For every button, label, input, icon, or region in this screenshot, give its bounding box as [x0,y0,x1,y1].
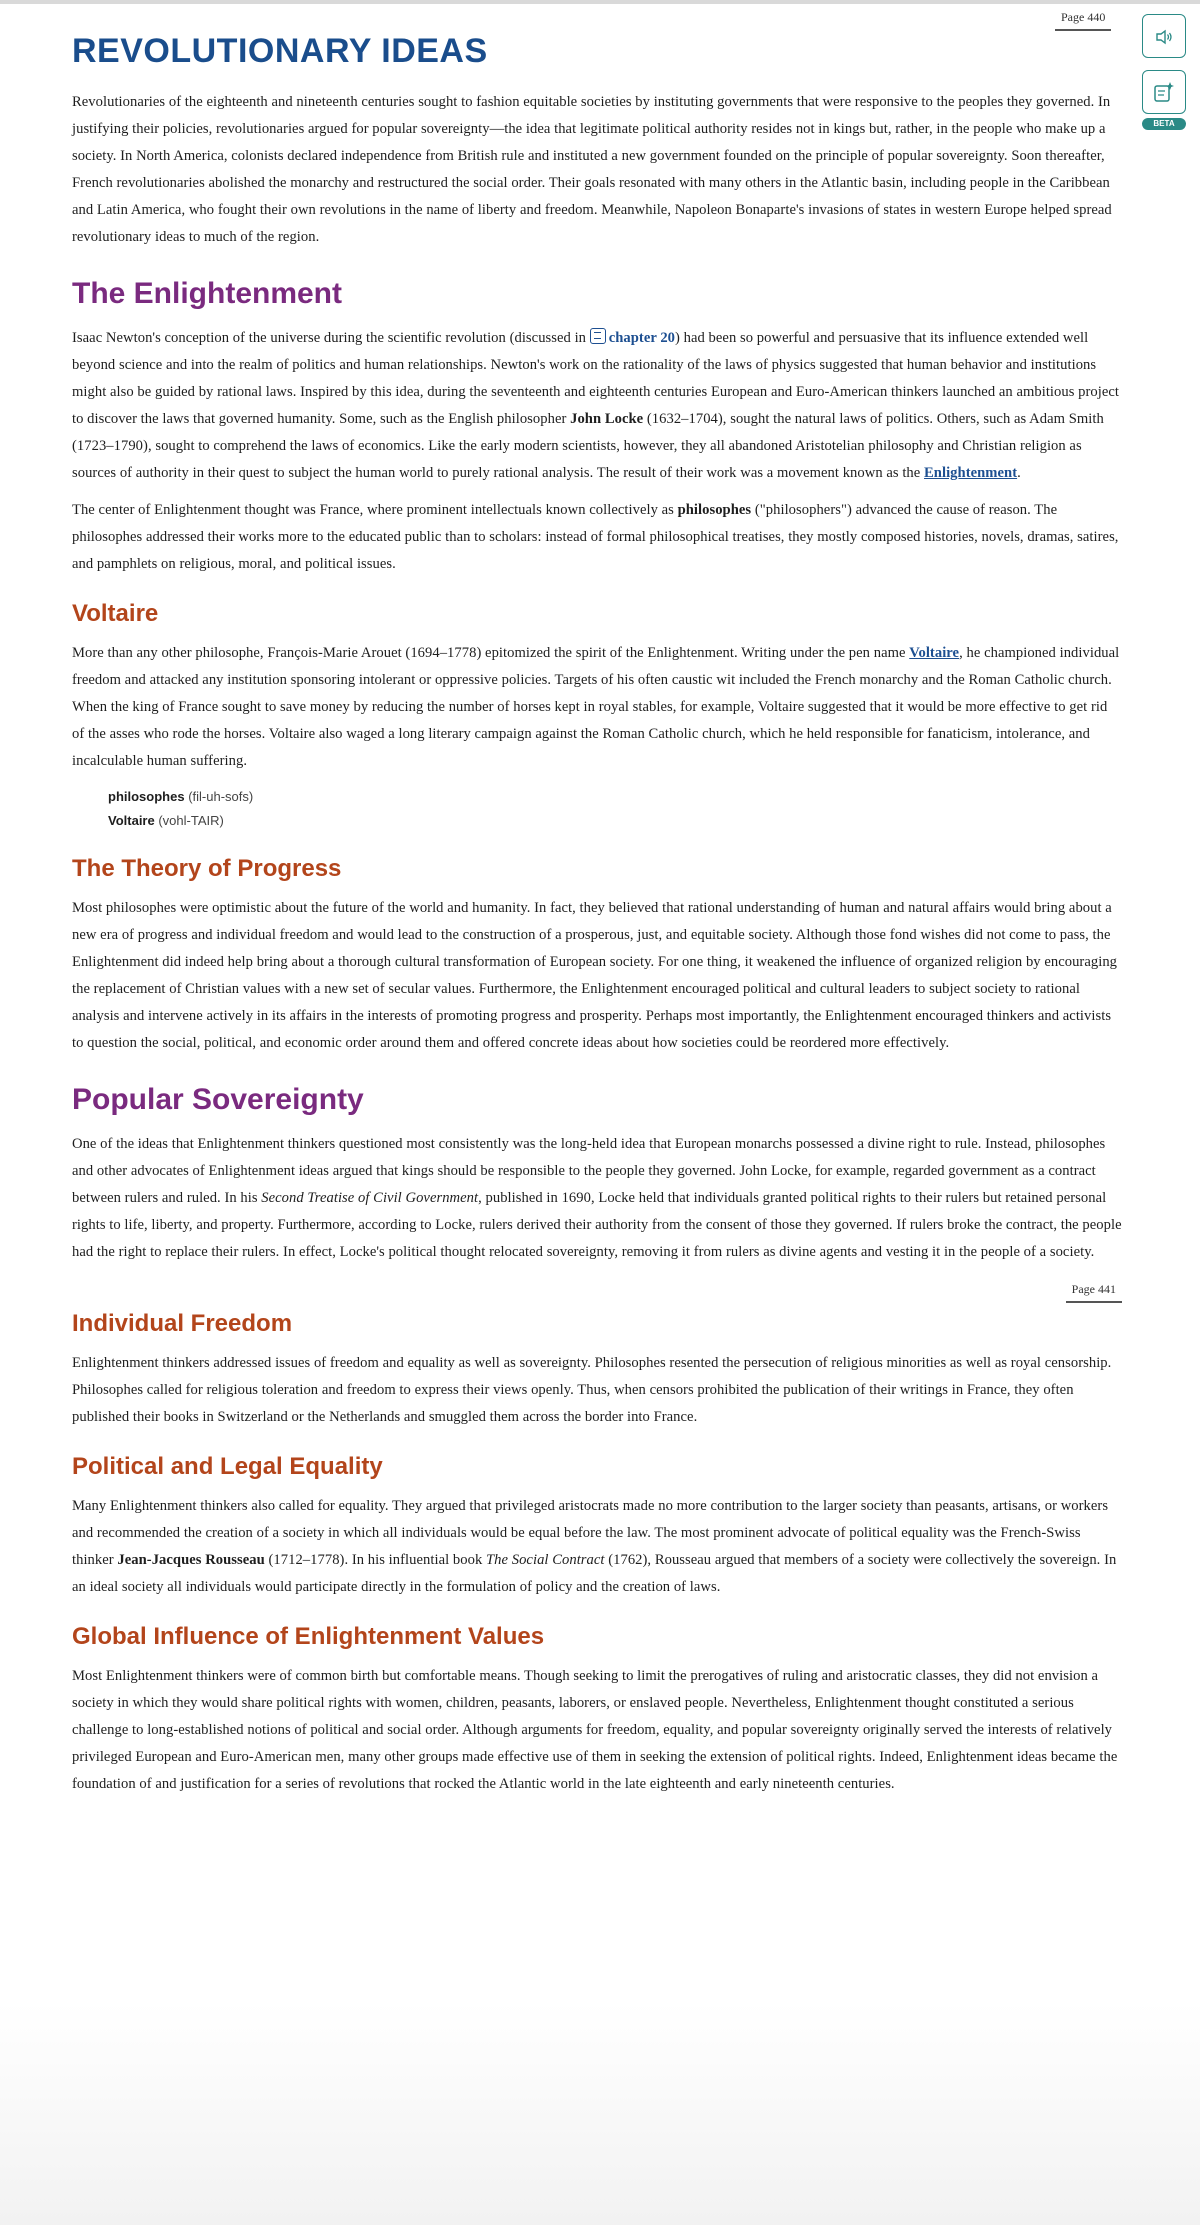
page-title: REVOLUTIONARY IDEAS [72,32,488,70]
enlightenment-paragraph-1 [72,325,1122,487]
enlightenment-link[interactable]: Enlightenment [924,465,1018,481]
heading-enlightenment: The Enlightenment [72,277,342,310]
text-segment: ("philosophers") advanced the cause of reason. The philosophes addressed their works more to the educated public than to scholars: instead of formal philosophical treatises, they mostly composed histories, novels, dramas, satires, and pamphlets on religious, moral, and political issues. [72,502,1119,572]
text-segment: More than any other philosophe, François-Marie Arouet (1694–1778) epitomized the spirit of the Enlightenment. Writing under the pen name [72,645,910,661]
text-segment: (1712–1778). In his influential book [264,1552,486,1568]
pronunciation-glossary [108,785,1122,833]
audio-button[interactable] [1142,14,1186,58]
heading-voltaire: Voltaire [72,600,159,627]
heading-popular-sovereignty: Popular Sovereignty [72,1083,364,1116]
term-rousseau: Jean-Jacques Rousseau [117,1552,265,1568]
freedom-paragraph: Enlightenment thinkers addressed issues of freedom and equality as well as sovereignty. Philosophes resented the persecution of religious minorities as well as royal censorship. Philosophes called for religious toleration and freedom to express their views openly. Thus, when censors prohibited the publication of their writings in France, they often published their books in Switzerland or the Netherlands and smuggled them across the border into France. [72,1355,1112,1425]
popular-sovereignty-paragraph [72,1131,1122,1266]
glossary-pronunciation: (vohl-TAIR) [158,813,224,828]
text-segment: , published in 1690, Locke held that individuals granted political rights to their rulers but retained personal rights to life, liberty, and property. Furthermore, according to Locke, rulers derived their authority from the consent of those they governed. If rulers broke the contract, the people had the right to replace their rulers. In effect, Locke's political thought relocated sovereignty, removing it from rulers as divine agents and vesting it in the people of a society. [72,1190,1122,1260]
beta-badge: BETA [1142,118,1186,130]
page-marker-441: Page 441 [1066,1280,1122,1303]
ai-assist-button[interactable] [1142,70,1186,114]
equality-paragraph [72,1493,1122,1601]
page-marker-440: Page 440 [1055,8,1111,31]
enlightenment-paragraph-2 [72,497,1122,578]
main-content [72,32,1122,1808]
title-second-treatise: Second Treatise of Civil Government [261,1190,479,1206]
page-break [72,1276,1122,1310]
text-segment: ) had been so powerful and persuasive that its influence extended well beyond science and into the realm of politics and human relationships. Newton's work on the rationality of the laws of physics suggested that human behavior and institutions might also be guided by rational laws. Inspired by this idea, during the seventeenth and eighteenth centuries European and Euro-American thinkers launched an ambitious project to discover the laws that governed humanity. Some, such as the English philosopher [72,330,1120,427]
text-segment: (1632–1704), sought the natural laws of politics. Others, such as Adam Smith (1723–1790), sought to comprehend the laws of economics. Like the early modern scientists, however, they all abandoned Aristotelian philosophy and Christian religion as sources of authority in their quest to subject the human world to purely rational analysis. The result of their work was a movement known as the [72,411,1104,481]
progress-paragraph: Most philosophes were optimistic about the future of the world and humanity. In fact, they believed that rational understanding of human and natural affairs would bring about a new era of progress and individual freedom and would lead to the construction of a prosperous, just, and equitable society. Although those fond wishes did not come to pass, the Enlightenment did indeed help bring about a thorough cultural transformation of European society. For one thing, it weakened the influence of organized religion by encouraging the replacement of Christian values with a new set of secular values. Furthermore, the Enlightenment encouraged political and cultural leaders to subject society to rational analysis and intervene actively in its affairs in the interests of promoting progress and prosperity. Perhaps most importantly, the Enlightenment encouraged thinkers and activists to question the social, political, and economic order around them and offered concrete ideas about how societies could be reordered more effectively. [72,900,1118,1051]
global-influence-paragraph: Most Enlightenment thinkers were of common birth but comfortable means. Though seeking to limit the prerogatives of ruling and aristocratic classes, they did not envision a society in which they would share political rights with women, children, peasants, laborers, or enslaved people. Nevertheless, Enlightenment thought constituted a serious challenge to long-established notions of political and social order. Although arguments for freedom, equality, and popular sovereignty originally served the interests of relatively privileged European and Euro-American men, many other groups made effective use of them in seeking the extension of political rights. Indeed, Enlightenment ideas became the foundation of and justification for a series of revolutions that rocked the Atlantic world in the late eighteenth and early nineteenth centuries. [72,1668,1118,1792]
text-segment: . [1017,465,1021,481]
heading-individual-freedom: Individual Freedom [72,1310,293,1337]
term-john-locke: John Locke [570,411,644,427]
chapter-link-label: chapter 20 [608,330,676,346]
glossary-entry [108,785,1122,809]
glossary-entry [108,809,1122,833]
text-segment: The center of Enlightenment thought was France, where prominent intellectuals known collectively as [72,502,678,518]
text-segment: , he championed individual freedom and attacked any institution sponsoring intolerant or oppressive policies. Targets of his often caustic wit included the French monarchy and the Roman Catholic church. When the king of France sought to save money by reducing the number of horses kept in royal stables, for example, Voltaire suggested that it would be more effective to get rid of the asses who rode the horses. Voltaire also waged a long literary campaign against the Roman Catholic church, which he held responsible for fanaticism, intolerance, and incalculable human suffering. [72,645,1120,769]
top-divider [0,0,1200,4]
voltaire-link[interactable]: Voltaire [909,645,960,661]
text-segment: One of the ideas that Enlightenment thinkers questioned most consistently was the long-held idea that European monarchs possessed a divine right to rule. Instead, philosophes and other advocates of Enlightenment ideas argued that kings should be responsible to the people they governed. John Locke, for example, regarded government as a contract between rulers and ruled. In his [72,1136,1106,1206]
glossary-term: Voltaire [108,813,155,828]
heading-theory-of-progress: The Theory of Progress [72,855,342,882]
title-social-contract: The Social Contract [486,1552,605,1568]
book-link-icon [590,328,606,344]
intro-paragraph: Revolutionaries of the eighteenth and nineteenth centuries sought to fashion equitable societies by instituting governments that were responsive to the peoples they governed. In justifying their policies, revolutionaries argued for popular sovereignty—the idea that legitimate political authority resides not in kings but, rather, in the people who make up a society. In North America, colonists declared independence from British rule and instituted a new government founded on the principle of popular sovereignty. Soon thereafter, French revolutionaries abolished the monarchy and restructured the social order. Their goals resonated with many others in the Atlantic basin, including people in the Caribbean and Latin America, who fought their own revolutions in the name of liberty and freedom. Meanwhile, Napoleon Bonaparte's invasions of states in western Europe helped spread revolutionary ideas to much of the region. [72,94,1112,245]
text-segment: (1762), Rousseau argued that members of a society were collectively the sovereign. In an ideal society all individuals would participate directly in the formulation of policy and the creation of laws. [72,1552,1117,1595]
glossary-term: philosophes [108,789,185,804]
text-segment: Many Enlightenment thinkers also called for equality. They argued that privileged aristocrats made no more contribution to the larger society than peasants, artisans, or workers and recommended the creation of a society in which all individuals would be equal before the law. The most prominent advocate of political equality was the French-Swiss thinker [72,1498,1109,1568]
speaker-icon [1155,29,1173,45]
text-segment: Isaac Newton's conception of the universe during the scientific revolution (discussed in [72,330,590,346]
glossary-pronunciation: (fil-uh-sofs) [188,789,254,804]
term-philosophes: philosophes [677,502,752,518]
voltaire-paragraph [72,640,1122,775]
chapter-link[interactable] [590,330,675,346]
heading-global-influence: Global Influence of Enlightenment Values [72,1623,545,1650]
sparkle-note-icon [1153,81,1175,103]
heading-political-legal-equality: Political and Legal Equality [72,1453,383,1480]
